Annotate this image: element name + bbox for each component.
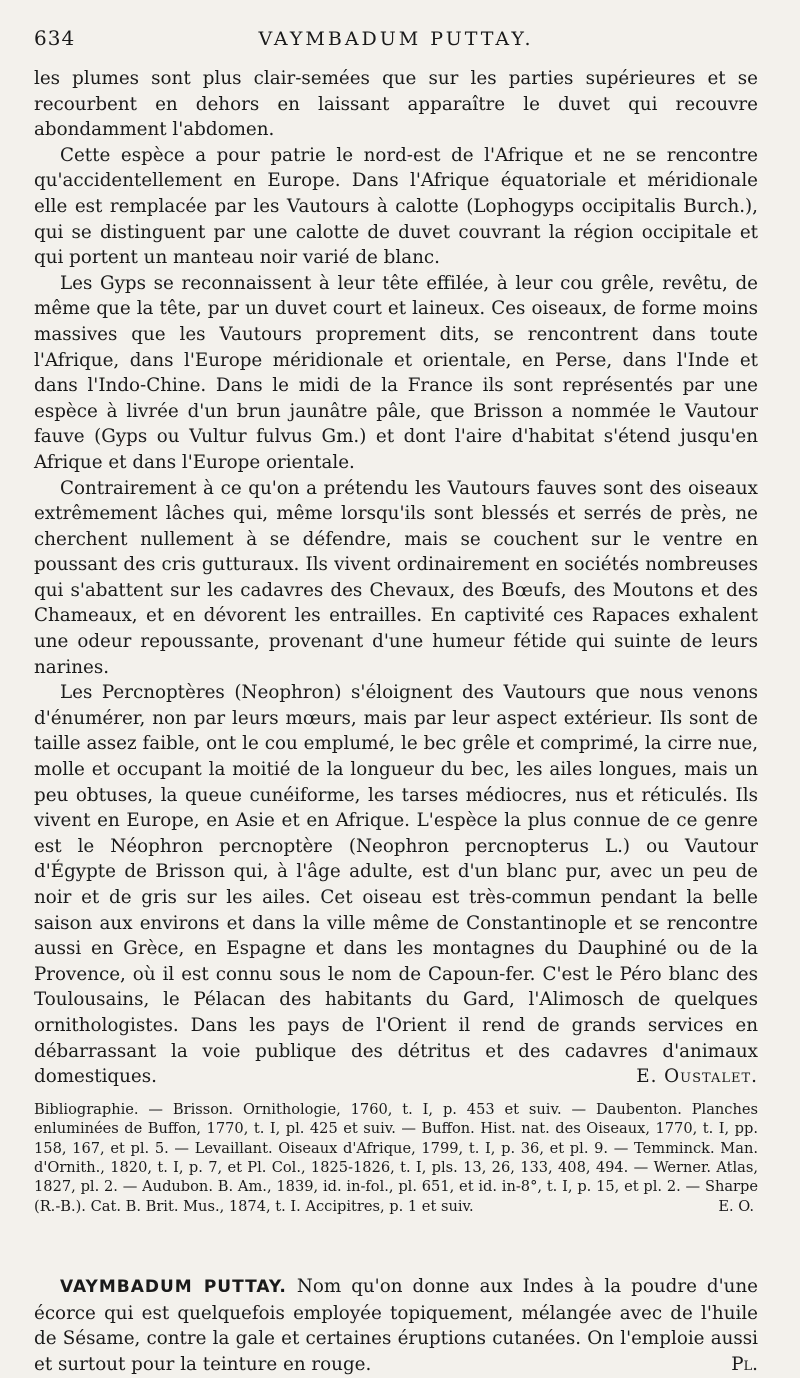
paragraph: Les Gyps se reconnaissent à leur tête effilée, à leur cou grêle, revêtu, de même que la tête, par un duvet court et laineux. Ces oiseaux, de forme moins massives que les Vautours proprement dits, se rencontrent dans toute l'Afrique, dans l'Europe méridionale et orientale, en Perse, dans l'Inde et dans l'Indo-Chine. Dans le midi de la France ils sont représentés par une espèce à livrée d'un brun jaunâtre pâle, que Brisson a nommée le Vautour fauve (Gyps ou Vultur fulvus Gm.) et dont l'aire d'habitat s'étend jusqu'en Afrique et dans l'Europe orientale.: [34, 272, 758, 473]
entry-headword: VAYMBADUM PUTTAY.: [60, 1277, 287, 1298]
article-body: [34, 66, 758, 1090]
page-number: 634: [34, 26, 76, 50]
paragraph: Cette espèce a pour patrie le nord-est de l'Afrique et ne se rencontre qu'accidentellement en Europe. Dans l'Afrique équatoriale et méridionale elle est remplacée par les Vautours à calotte (Lophogyps occipitalis Burch.), qui se distinguent par une calotte de duvet couvrant la région occipitale et qui portent un manteau noir varié de blanc.: [34, 144, 758, 269]
running-head: [34, 26, 758, 66]
bibliography: [34, 1100, 758, 1216]
section-spacer: [34, 1216, 758, 1274]
paragraph: les plumes sont plus clair-semées que sur les parties supérieures et se recourbent en dehors en laissant apparaître le duvet qui recouvre abondamment l'abdomen.: [34, 68, 758, 141]
paragraph: Contrairement à ce qu'on a prétendu les Vautours fauves sont des oiseaux extrêmement lâches qui, même lorsqu'ils sont blessés et serrés de près, ne cherchent nullement à se défendre, mais se couchent sur le ventre en poussant des cris gutturaux. Ils vivent ordinairement en sociétés nombreuses qui s'abattent sur les cadavres des Chevaux, des Bœufs, des Moutons et des Chameaux, et en dévorent les entrailles. En captivité ces Rapaces exhalent une odeur repoussante, provenant d'une humeur fétide qui suinte de leurs narines.: [34, 477, 758, 678]
entry-text: Nom qu'on donne aux Indes à la poudre d'une écorce qui est quelquefois employée topiquement, mélangée avec de l'huile de Sésame, contre la gale et certaines éruptions cutanées. On l'emploie aussi et surtout pour la teinture en rouge.: [34, 1276, 758, 1375]
author-signature: E. Oustalet.: [636, 1066, 758, 1088]
running-title: VAYMBADUM PUTTAY.: [258, 28, 534, 50]
bibliography-signature: E. O.: [718, 1197, 754, 1215]
paragraph-text: Les Percnoptères (Neophron) s'éloignent des Vautours que nous venons d'énumérer, non par leurs mœurs, mais par leur aspect extérieur. Ils sont de taille assez faible, ont le cou emplumé, le bec grêle et comprimé, la cirre nue, molle et occupant la moitié de la longueur du bec, les ailes longues, mais un peu obtuses, la queue cunéiforme, les tarses médiocres, nus et réticulés. Ils vivent en Europe, en Asie et en Afrique. L'espèce la plus connue de ce genre est le Néophron percnoptère (Neophron percnopterus L.) ou Vautour d'Égypte de Brisson qui, à l'âge adulte, est d'un blanc pur, avec un peu de noir et de gris sur les ailes. Cet oiseau est très-commun pendant la belle saison aux environs et dans la ville même de Constantinople et se rencontre aussi en Grèce, en Espagne et dans les montagnes du Dauphiné ou de la Provence, où il est connu sous le nom de Capoun-fer. C'est le Péro blanc des Toulousains, le Pélacan des habitants du Gard, l'Alimosch de quelques ornithologistes. Dans les pays de l'Orient il rend de grands services en débarrassant la voie publique des détritus et des cadavres d'animaux domestiques.: [34, 682, 758, 1088]
paragraph-with-signature: [34, 680, 758, 1090]
entry-signature: Pl.: [731, 1353, 758, 1375]
dictionary-entry: [34, 1274, 758, 1377]
bibliography-text: Bibliographie. — Brisson. Ornithologie, 1760, t. I, p. 453 et suiv. — Daubenton. Planches enluminées de Buffon, 1770, t. I, pl. 425 et suiv. — Buffon. Hist. nat. des Oiseaux, 1770, t. I, pp. 158, 167, et pl. 5. — Levaillant. Oiseaux d'Afrique, 1799, t. I, p. 36, et pl. 9. — Temminck. Man. d'Ornith., 1820, t. I, p. 7, et Pl. Col., 1825-1826, t. I, pls. 13, 26, 133, 408, 494. — Werner. Atlas, 1827, pl. 2. — Audubon. B. Am., 1839, id. in-fol., pl. 651, et id. in-8°, t. I, p. 15, et pl. 2. — Sharpe (R.-B.). Cat. B. Brit. Mus., 1874, t. I. Accipitres, p. 1 et suiv.: [34, 1100, 758, 1215]
